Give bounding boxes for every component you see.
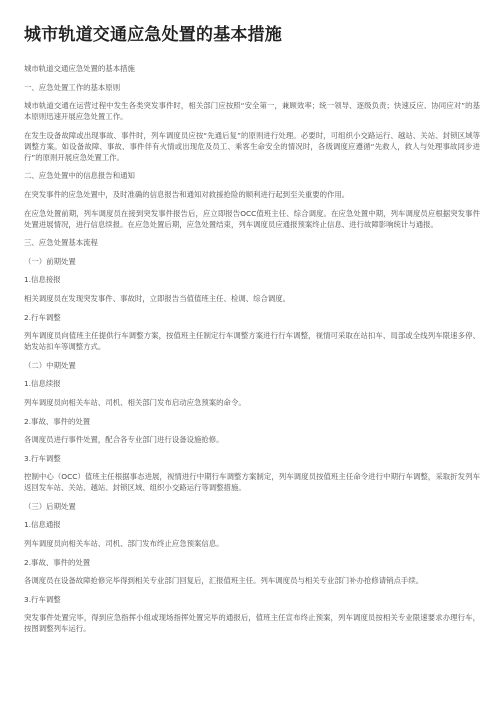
paragraph: （一）前期处置 (24, 256, 76, 266)
paragraph: 列车调度员向值班主任提供行车调整方案，按值班主任制定行车调整方案进行行车调整，视情可采取在站扣车、局部或全线列车限速多停、始发站扣车等调整方式。 (24, 331, 480, 352)
document-title: 城市轨道交通应急处置的基本措施 (24, 25, 282, 45)
paragraph: 二、应急处置中的信息报告和通知 (24, 171, 135, 181)
paragraph: 在突发事件的应急处置中，及时准确的信息报告和通知对救援抢险的顺利进行起到至关重要的作用。 (24, 189, 350, 199)
paragraph: 1.信息接报 (24, 275, 61, 285)
paragraph: 3.行车调整 (24, 594, 61, 604)
paragraph: 控制中心（OCC）值班主任根据事态进展，视情进行中期行车调整方案制定，列车调度员按值班主任命令进行中期行车调整，采取折发列车返回发车站、关站、越站、封锁区域、组织小交路运行等调整措施。 (24, 472, 480, 493)
paragraph: 3.行车调整 (24, 453, 61, 463)
paragraph: 突发事件处置完毕，得到应急指挥小组或现场指挥处置完毕的通报后，值班主任宣布终止预案，列车调度员按相关专业限速要求办理行车，按图调整列车运行。 (24, 613, 480, 634)
paragraph: 各调度员进行事件处置，配合各专业部门进行设备设施抢修。 (24, 435, 224, 445)
paragraph: 1.信息续报 (24, 379, 61, 389)
paragraph: 列车调度员向相关车站、司机、相关部门发布启动应急预案的命令。 (24, 397, 246, 407)
paragraph: 1.信息通报 (24, 520, 61, 530)
paragraph: 2.行车调整 (24, 312, 61, 322)
paragraph: 各调度员在设备故障抢修完毕得到相关专业部门回复后，汇报值班主任。列车调度员与相关专业部门补办抢修请销点手续。 (24, 576, 424, 586)
paragraph: 相关调度员在发现突发事件、事故时，立即报告当值值班主任、检调、综合调度。 (24, 293, 291, 303)
paragraph: （二）中期处置 (24, 360, 76, 370)
paragraph: 城市轨道交通应急处置的基本措施 (24, 64, 135, 73)
paragraph: 2.事故、事件的处置 (24, 416, 91, 426)
paragraph: 一、应急处置工作的基本原则 (24, 82, 121, 92)
paragraph: 2.事故、事件的处置 (24, 557, 91, 567)
paragraph: （三）后期处置 (24, 501, 76, 511)
paragraph: 城市轨道交通在运营过程中发生各类突发事件时，相关部门应按照“安全第一，兼顾效率；统一领导、逐级负责；快速反应、协同应对”的基本原则迅速开展应急处置工作。 (24, 101, 480, 122)
paragraph: 三、应急处置基本流程 (24, 238, 98, 248)
paragraph: 列车调度员向相关车站、司机、部门发布终止应急预案信息。 (24, 539, 224, 549)
paragraph: 在应急处置前期，列车调度员在接到突发事件报告后，应立即报告OCC值班主任、综合调度。在应急处置中期，列车调度员应根据突发事件处置进展情况，进行信息续报。在应急处置后期，应急处置结束，列车调度员应通报预案终止信息、进行故障影响统计与通报。 (24, 208, 480, 229)
document-body (24, 63, 480, 634)
paragraph: 在发生设备故障或出现事故、事件时，列车调度员应按“先通后复”的原则进行处理。必要时，可组织小交路运行、越站、关站、封锁区域等调整方案。如设备故障、事故、事件伴有火情或出现危及员工、乘客生命安全的情况时，各级调度应遵循“先救人，救人与处理事故同步进行”的原则开展应急处置工作。 (24, 130, 480, 162)
